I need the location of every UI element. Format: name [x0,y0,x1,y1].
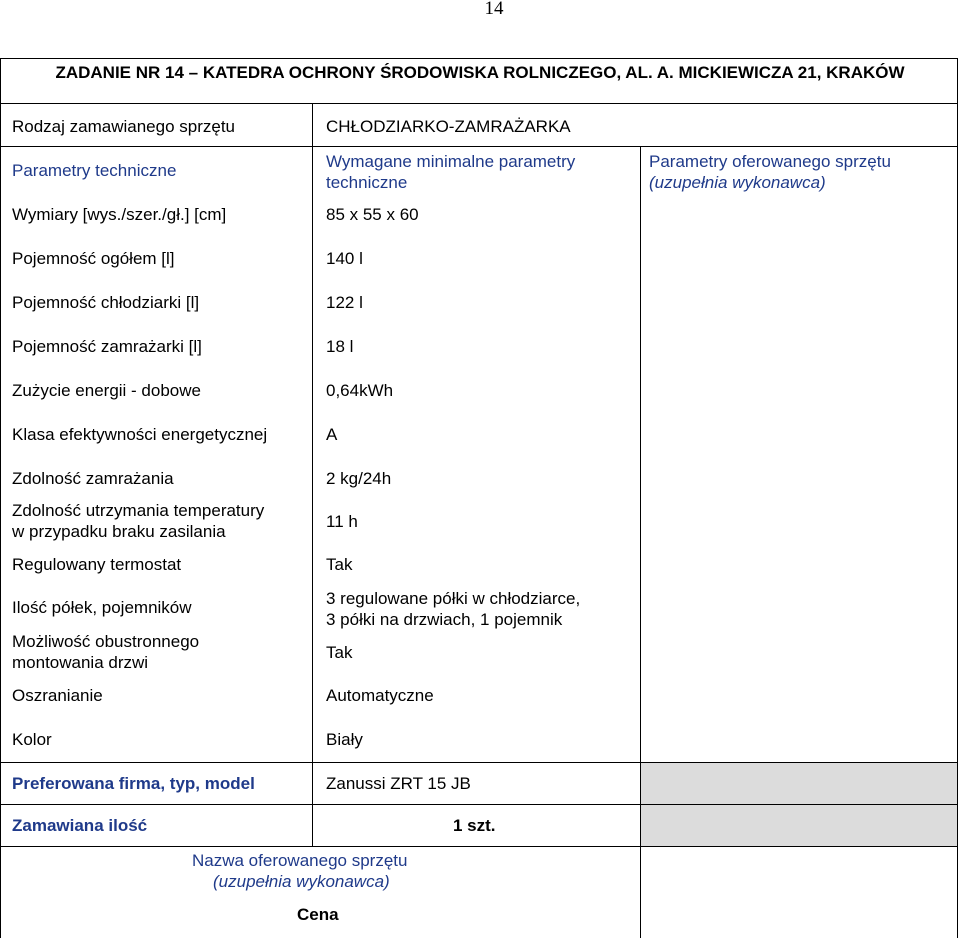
preferred-label: Preferowana firma, typ, model [12,774,255,793]
row-label: Zdolność utrzymania temperatury [12,501,265,520]
price-label: Cena [297,905,339,924]
shaded-cell-quantity [641,804,957,846]
page-number: 14 [484,0,504,19]
row-value: 2 kg/24h [326,469,392,488]
row-divider [0,146,958,147]
header-offered-line1: Parametry oferowanego sprzętu [649,152,891,171]
row-label: Ilość półek, pojemników [12,598,192,617]
row-label: montowania drzwi [12,653,149,672]
col-divider-3 [640,846,641,938]
header-params: Parametry techniczne [12,161,177,180]
row-label: Oszranianie [12,686,103,705]
row-label: Klasa efektywności energetycznej [12,425,268,444]
row-value: A [326,425,338,444]
row-value: 18 l [326,337,354,356]
row-value: Biały [326,730,363,749]
row-label: Zdolność zamrażania [12,469,174,488]
row-value: 3 regulowane półki w chłodziarce, [326,589,581,608]
row-value: 11 h [326,512,358,531]
row-value: Tak [326,555,353,574]
offered-name-line1: Nazwa oferowanego sprzętu [192,851,408,870]
row-value: 140 l [326,249,363,268]
row-divider [0,762,958,763]
header-required-line2: techniczne [326,173,408,192]
row-label: Wymiary [wys./szer./gł.] [cm] [12,205,227,224]
row-value: Tak [326,643,353,662]
row-value: 3 półki na drzwiach, 1 pojemnik [326,610,563,629]
quantity-label: Zamawiana ilość [12,816,148,835]
row-label: Pojemność chłodziarki [l] [12,293,200,312]
row-divider [0,846,958,847]
row-label: Zużycie energii - dobowe [12,381,201,400]
row-label: w przypadku braku zasilania [12,522,226,541]
col-divider-1 [312,103,313,846]
col-divider-2 [640,146,641,846]
header-offered-line2: (uzupełnia wykonawca) [649,173,826,192]
shaded-cell-preferred [641,762,957,804]
row-value: 0,64kWh [326,381,394,400]
row-label: Możliwość obustronnego [12,632,200,651]
row-label: Kolor [12,730,52,749]
row-divider [0,103,958,104]
preferred-value: Zanussi ZRT 15 JB [326,774,471,793]
header-required-line1: Wymagane minimalne parametry [326,152,576,171]
row-label: Regulowany termostat [12,555,182,574]
row-value: 122 l [326,293,363,312]
page-title: ZADANIE NR 14 – KATEDRA OCHRONY ŚRODOWISKA ROLNICZEGO, AL. A. MICKIEWICZA 21, KRAKÓW [55,63,905,82]
equipment-label: Rodzaj zamawianego sprzętu [12,117,236,136]
row-value: 85 x 55 x 60 [326,205,419,224]
row-label: Pojemność ogółem [l] [12,249,175,268]
offered-name-line2: (uzupełnia wykonawca) [213,872,390,891]
quantity-value: 1 szt. [453,816,496,835]
equipment-value: CHŁODZIARKO-ZAMRAŻARKA [326,117,571,136]
row-divider [0,804,958,805]
row-label: Pojemność zamrażarki [l] [12,337,202,356]
row-value: Automatyczne [326,686,434,705]
